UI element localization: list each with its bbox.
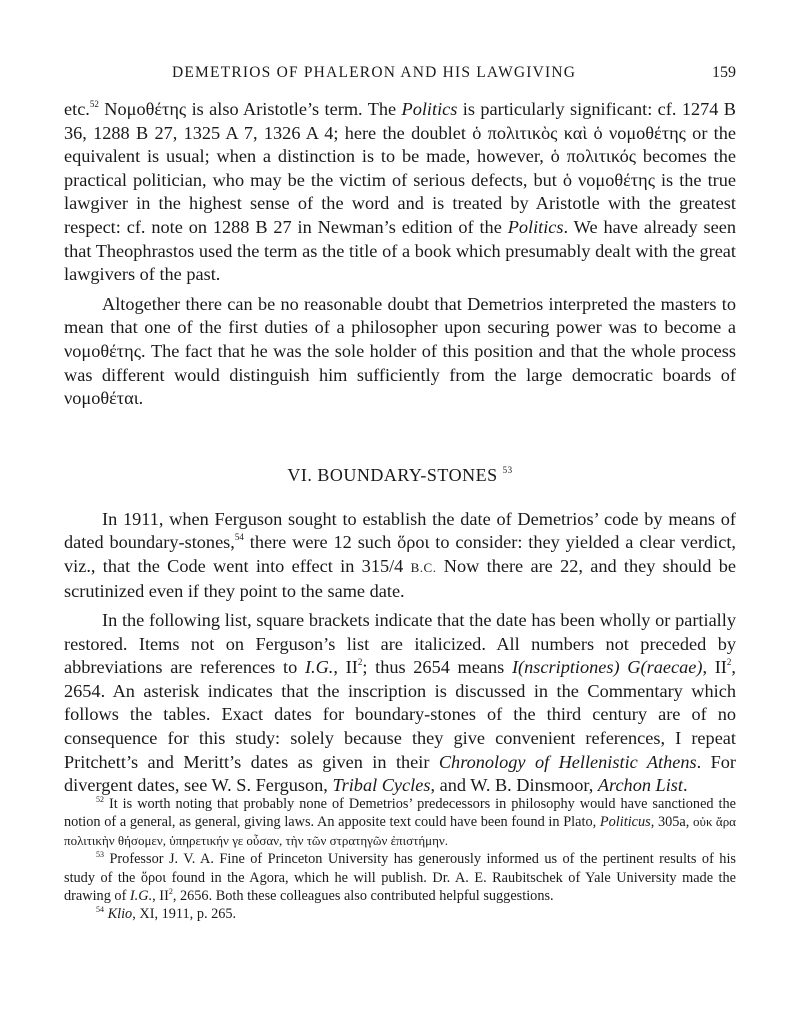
footnote-ref-53: 53 (502, 464, 513, 475)
text-run: Professor J. V. A. Fine of Princeton University has generously informed us of the pertinent results of his study of the (64, 851, 736, 886)
text-run: . (138, 388, 144, 409)
running-title: DEMETRIOS OF PHALERON AND HIS LAWGIVING (172, 64, 577, 81)
greek-term: ὅροι (397, 532, 430, 553)
text-run: is the true lawgiver in the highest sense of the word and is treated by Aristotle with the greatest respect: cf. note on 1288 B 27 in Newman’s edition of the (64, 169, 736, 237)
text-run: In 1911, when Ferguson sought to establish the date of Demetrios’ code by means of dated boundary-stones, (64, 508, 736, 553)
text-run: to consider: they yielded a clear verdict, viz., that the Code went into effect in 315/4 (64, 532, 736, 576)
italic-title: Klio (107, 906, 133, 923)
footnote-53 (64, 850, 736, 905)
page-header (64, 64, 736, 88)
text-run: Now there are 22, and they should be scrutinized even if they point to the same date. (64, 555, 736, 601)
text-run: In the following list, square brackets indicate that the date has been wholly or partially restored. Items not on Ferguson’s list are italicized. All numbers not preceded by abbreviations are references to (64, 610, 736, 678)
text-run: , II (152, 888, 169, 905)
body-text (64, 98, 736, 798)
text-run: found in the Agora, which he will publish. Dr. A. E. Raubitschek of Yale University made the drawing of (64, 869, 736, 905)
footnotes (64, 795, 736, 924)
text-run: , XI, 1911, p. 265. (132, 906, 237, 923)
text-run: is particularly significant: cf. 1274 B 36, 1288 B 27, 1325 A 7, 1326 A 4; here the doublet (64, 99, 736, 143)
greek-term: νομοθέται (64, 388, 139, 409)
paragraph-1911 (64, 508, 736, 603)
text-run: , and W. B. Dinsmoor, (430, 775, 598, 796)
italic-abbrev: I.G. (129, 888, 153, 905)
italic-title: Politics (507, 216, 564, 237)
text-run: . For divergent dates, see W. S. Ferguson, (64, 751, 736, 796)
section-heading (64, 463, 736, 487)
italic-title: Politicus (599, 814, 651, 831)
page-number: 159 (712, 64, 736, 81)
small-caps-bc: B.C. (410, 559, 437, 575)
footnote-ref-52: 52 (89, 99, 99, 109)
greek-term: Νομοθέτης (104, 99, 187, 119)
text-run: or the equivalent is usual; when a distinction is to be made, however, (64, 122, 737, 167)
footnote-number: 53 (96, 850, 104, 860)
italic-title: Archon List (597, 775, 683, 796)
paragraph-list-conventions (64, 609, 736, 798)
paragraph-altogether (64, 293, 736, 411)
italic-title: Chronology of Hellenistic Athens (438, 751, 697, 772)
footnote-54 (64, 905, 736, 923)
text-run: , II (702, 657, 727, 678)
italic-abbrev: I.G. (304, 657, 334, 678)
footnote-number: 52 (96, 795, 104, 804)
greek-term: ὁ πολιτικὸς καὶ ὁ νομοθέτης (472, 122, 686, 143)
text-run: , 305a, (650, 814, 694, 831)
text-run: is also Aristotle’s term. The (186, 99, 402, 119)
text-run: , 2654. An asterisk indicates that the inscription is discussed in the Commentary which follows the tables. Exact dates for boundary-stones of the third century are of no consequence for this study: solely because they give convenient references, I repeat Pritchett’s and Meritt’s dates as given in their (64, 657, 736, 772)
text-run: , 2656. Both these colleagues also contributed helpful suggestions. (172, 888, 554, 905)
italic-title: Tribal Cycles (332, 775, 431, 796)
footnote-52 (64, 795, 736, 850)
greek-term: νομοθέτης (64, 340, 141, 361)
text-run: , II (333, 657, 358, 678)
footnote-number: 54 (96, 905, 104, 915)
text-run: there were 12 such (243, 532, 398, 553)
superscript: 2 (357, 657, 363, 668)
text-run: Altogether there can be no reasonable doubt that Demetrios interpreted the masters to mean that one of the first duties of a philosopher upon securing power was to become a (64, 293, 736, 338)
text-run: ; thus 2654 means (362, 657, 512, 678)
greek-term: ὅροι (140, 869, 167, 886)
greek-quotation: οὐκ ἄρα πολιτικὴν θήσομεν, ὑπηρετικήν γε οὖσαν, τὴν τῶν στρατηγῶν ἐπιστήμην. (64, 814, 736, 848)
section-heading-text: VI. BOUNDARY-STONES (287, 464, 498, 485)
greek-term: ὁ πολιτικός (550, 146, 637, 167)
text-run: . We have already seen that Theophrastos used the term as the title of a book which presumably dealt with the great lawgivers of the past. (64, 216, 736, 285)
paragraph-nomothetes (64, 98, 736, 287)
text-run: becomes the practical politician, who may be the victim of serious defects, but (64, 146, 736, 190)
superscript: 2 (168, 887, 173, 897)
italic-abbrev: I(nscriptiones) G(raecae) (511, 657, 703, 678)
text-run: . The fact that he was the sole holder of this position and that the whole process was different would distinguish him sufficiently from the large democratic boards of (64, 340, 736, 385)
text-run: etc. (64, 99, 90, 119)
superscript: 2 (726, 657, 732, 668)
text-run: It is worth noting that probably none of Demetrios’ predecessors in philosophy would have sanctioned the notion of a general, as general, giving laws. An apposite text could have been found in Plato, (64, 796, 736, 831)
text-run: . (683, 775, 688, 796)
greek-term: ὁ νομοθέτης (562, 169, 655, 190)
italic-title: Politics (401, 99, 458, 119)
footnote-ref-54: 54 (234, 532, 244, 543)
